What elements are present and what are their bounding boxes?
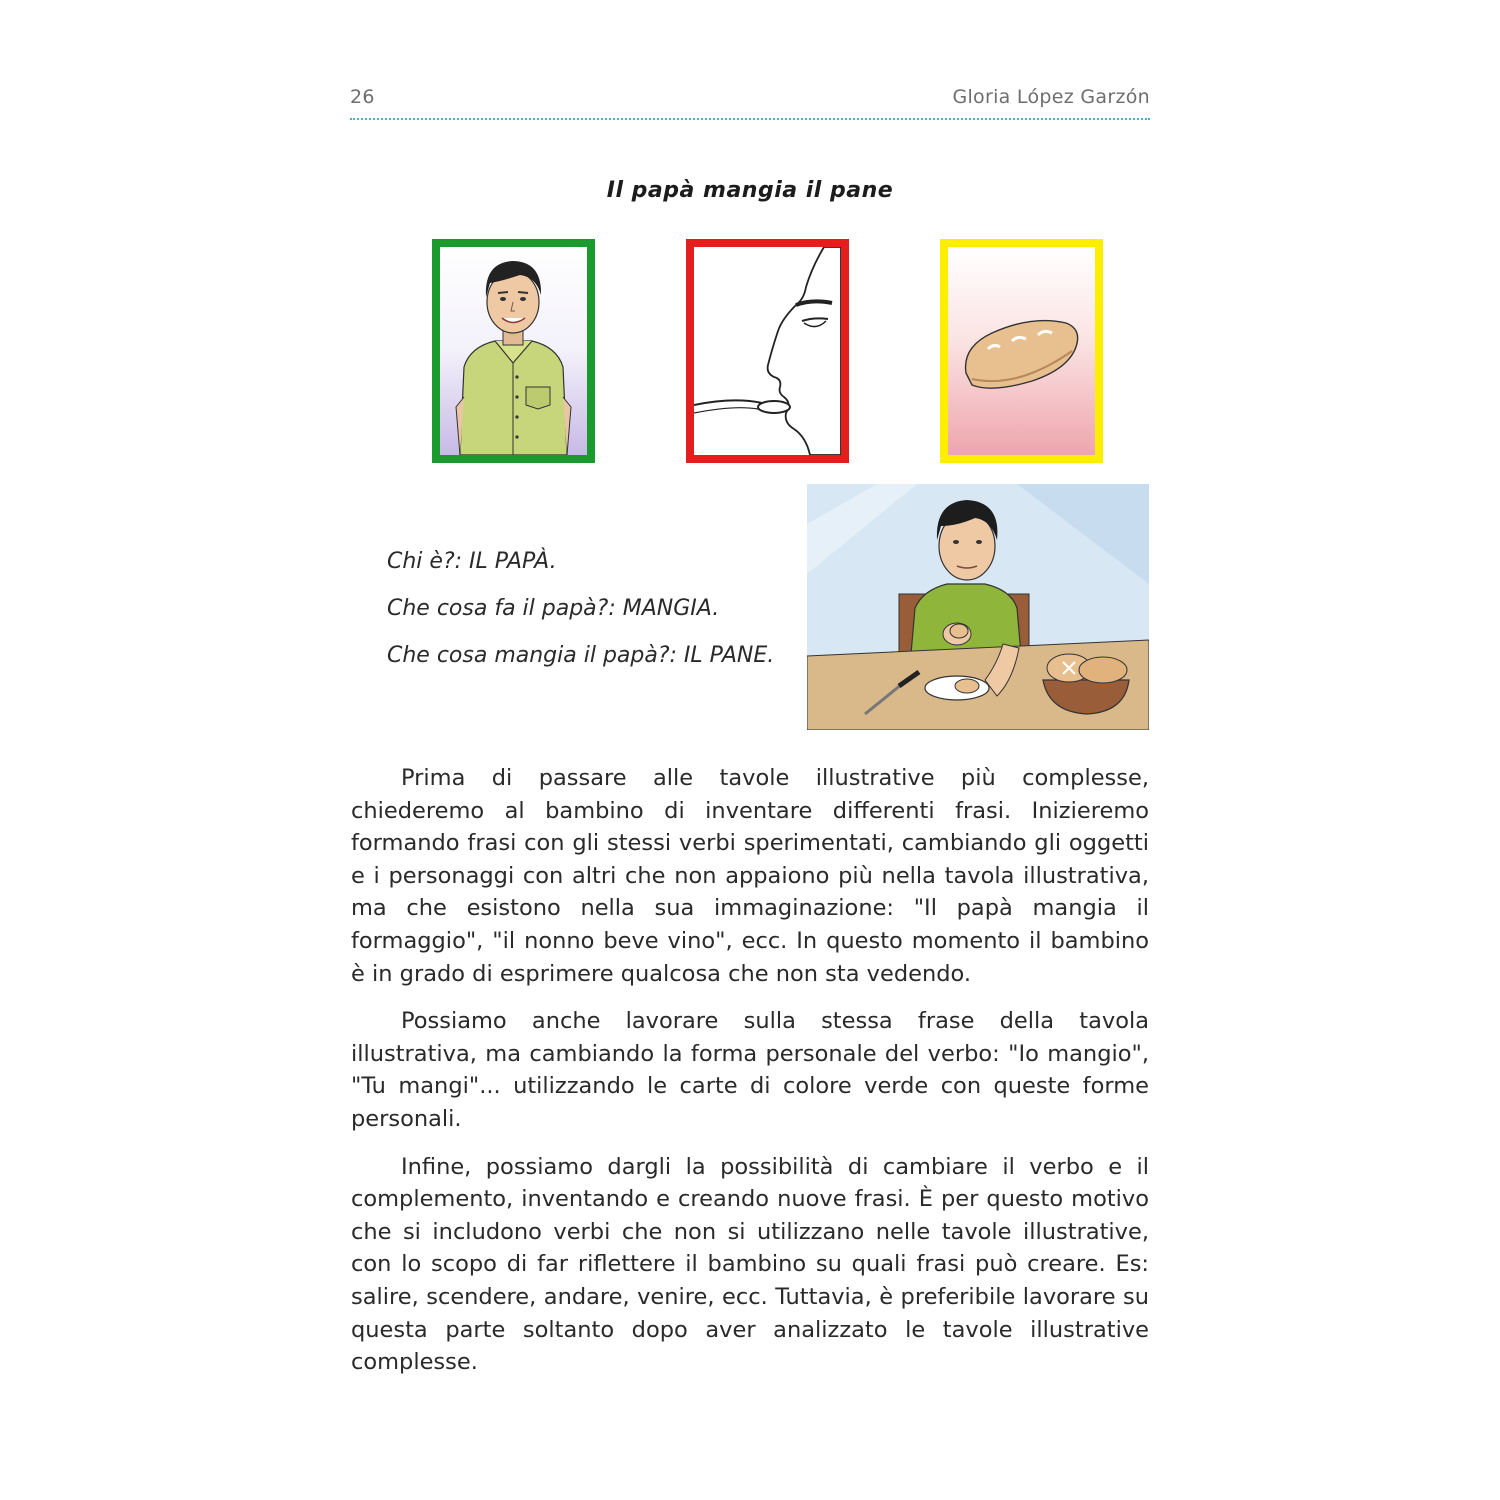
question-answer-list	[387, 544, 807, 685]
card-subject-father	[432, 239, 595, 463]
father-portrait-illustration	[440, 247, 587, 455]
card-object-bread	[940, 239, 1103, 463]
running-header	[350, 86, 1150, 116]
eating-profile-illustration	[694, 247, 841, 455]
paragraph-3: Infine, possiamo dargli la possibilità di cambiare il verbo e il complemento, inventando e creando nuove frasi. È per questo motivo che si includono verbi che non si utilizzano nelle tavole illustrative, con lo scopo di far riflettere il bambino su quali frasi può creare. Es: salire, scendere, andare, venire, ecc. Tuttavia, è preferibile lavorare su questa parte soltanto dopo aver analizzato le tavole illustrative complesse.	[351, 1153, 1149, 1376]
qa-line-who: Chi è?: IL PAPÀ.	[387, 549, 557, 574]
header-divider	[350, 118, 1150, 120]
bread-illustration	[948, 247, 1095, 455]
paragraph-1: Prima di passare alle tavole illustrative più complesse, chiederemo al bambino di inventare differenti frasi. Inizieremo formando frasi con gli stessi verbi sperimentati, cambiando gli oggetti e i personaggi con altri che non appaiono più nella tavola illustrativa, ma che esistono nella sua immaginazione: "Il papà mangia il formaggio", "il nonno beve vino", ecc. In questo momento il bambino è in grado di esprimere qualcosa che non sta vedendo.	[351, 765, 1149, 987]
page-title: Il papà mangia il pane	[606, 178, 894, 203]
scene-illustration	[807, 484, 1149, 730]
qa-line-what-doing: Che cosa fa il papà?: MANGIA.	[387, 596, 720, 621]
body-text	[351, 762, 1149, 1394]
qa-line-what-eating: Che cosa mangia il papà?: IL PANE.	[387, 643, 775, 668]
page-number: 26	[350, 86, 375, 108]
paragraph-2: Possiamo anche lavorare sulla stessa frase della tavola illustrativa, ma cambiando la forma personale del verbo: "Io mangio", "Tu mangi"... utilizzando le carte di colore verde con queste forme personali.	[351, 1008, 1149, 1132]
card-verb-eat	[686, 239, 849, 463]
author-name: Gloria López Garzón	[952, 86, 1150, 108]
father-eating-scene	[807, 484, 1149, 730]
